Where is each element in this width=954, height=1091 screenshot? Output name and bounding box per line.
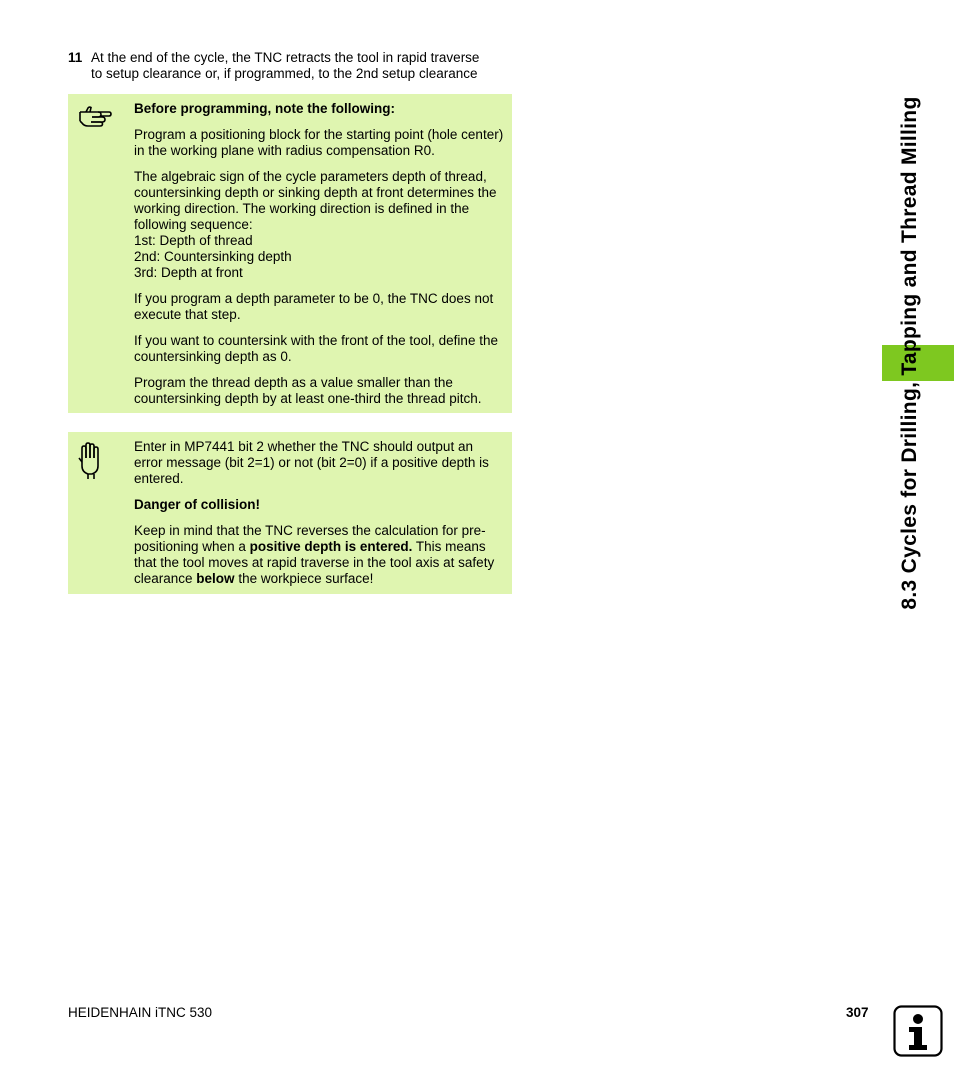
programming-note [68,94,512,413]
note-paragraph: If you want to countersink with the front of the tool, define the countersinking depth as 0. [134,333,498,364]
footer-product: HEIDENHAIN iTNC 530 [68,1005,213,1020]
collision-note-body [134,439,504,597]
step-text [91,50,513,82]
sequence-item-3: 3rd: Depth at front [134,265,243,280]
note-paragraph: Enter in MP7441 bit 2 whether the TNC should output an error message (bit 2=1) or not (bit 2=0) if a positive depth is entered. [134,439,489,486]
note-paragraph: If you program a depth parameter to be 0, the TNC does not execute that step. [134,291,494,322]
note-heading: Before programming, note the following: [134,101,395,116]
note-text: Keep in mind that the TNC reverses the calculation for pre-positioning when a [134,523,486,554]
step-number: 11 [68,50,83,65]
note-heading: Danger of collision! [134,497,261,512]
pointing-hand-icon [78,104,112,128]
sequence-item-1: 1st: Depth of thread [134,233,253,248]
programming-note-body [134,101,504,417]
note-paragraph-text: The algebraic sign of the cycle parameters depth of thread, countersinking depth or sinking depth at front determines the working direction. The working direction is defined in the following sequence: [134,169,497,232]
note-paragraph [134,169,504,281]
note-emphasis: below [196,571,235,586]
step-line-2: to setup clearance or, if programmed, to the 2nd setup clearance [91,66,478,81]
step-11 [68,50,513,82]
collision-note [68,432,512,594]
note-text: This means that the tool moves at rapid traverse in the tool axis at safety clearance [134,539,495,586]
chapter-title: 8.3 Cycles for Drilling, Tapping and Thread Milling [898,96,921,610]
note-text: the workpiece surface! [234,571,374,586]
note-paragraph [134,523,504,587]
info-icon [893,1005,943,1057]
note-paragraph: Program the thread depth as a value smaller than the countersinking depth by at least one-third the thread pitch. [134,375,482,406]
page-number: 307 [846,1005,869,1020]
step-line-1: At the end of the cycle, the TNC retracts the tool in rapid traverse [91,50,480,65]
note-emphasis: positive depth is entered. [249,539,413,554]
sequence-item-2: 2nd: Countersinking depth [134,249,292,264]
hand-warning-icon [78,442,102,480]
note-paragraph: Program a positioning block for the starting point (hole center) in the working plane with radius compensation R0. [134,127,504,158]
